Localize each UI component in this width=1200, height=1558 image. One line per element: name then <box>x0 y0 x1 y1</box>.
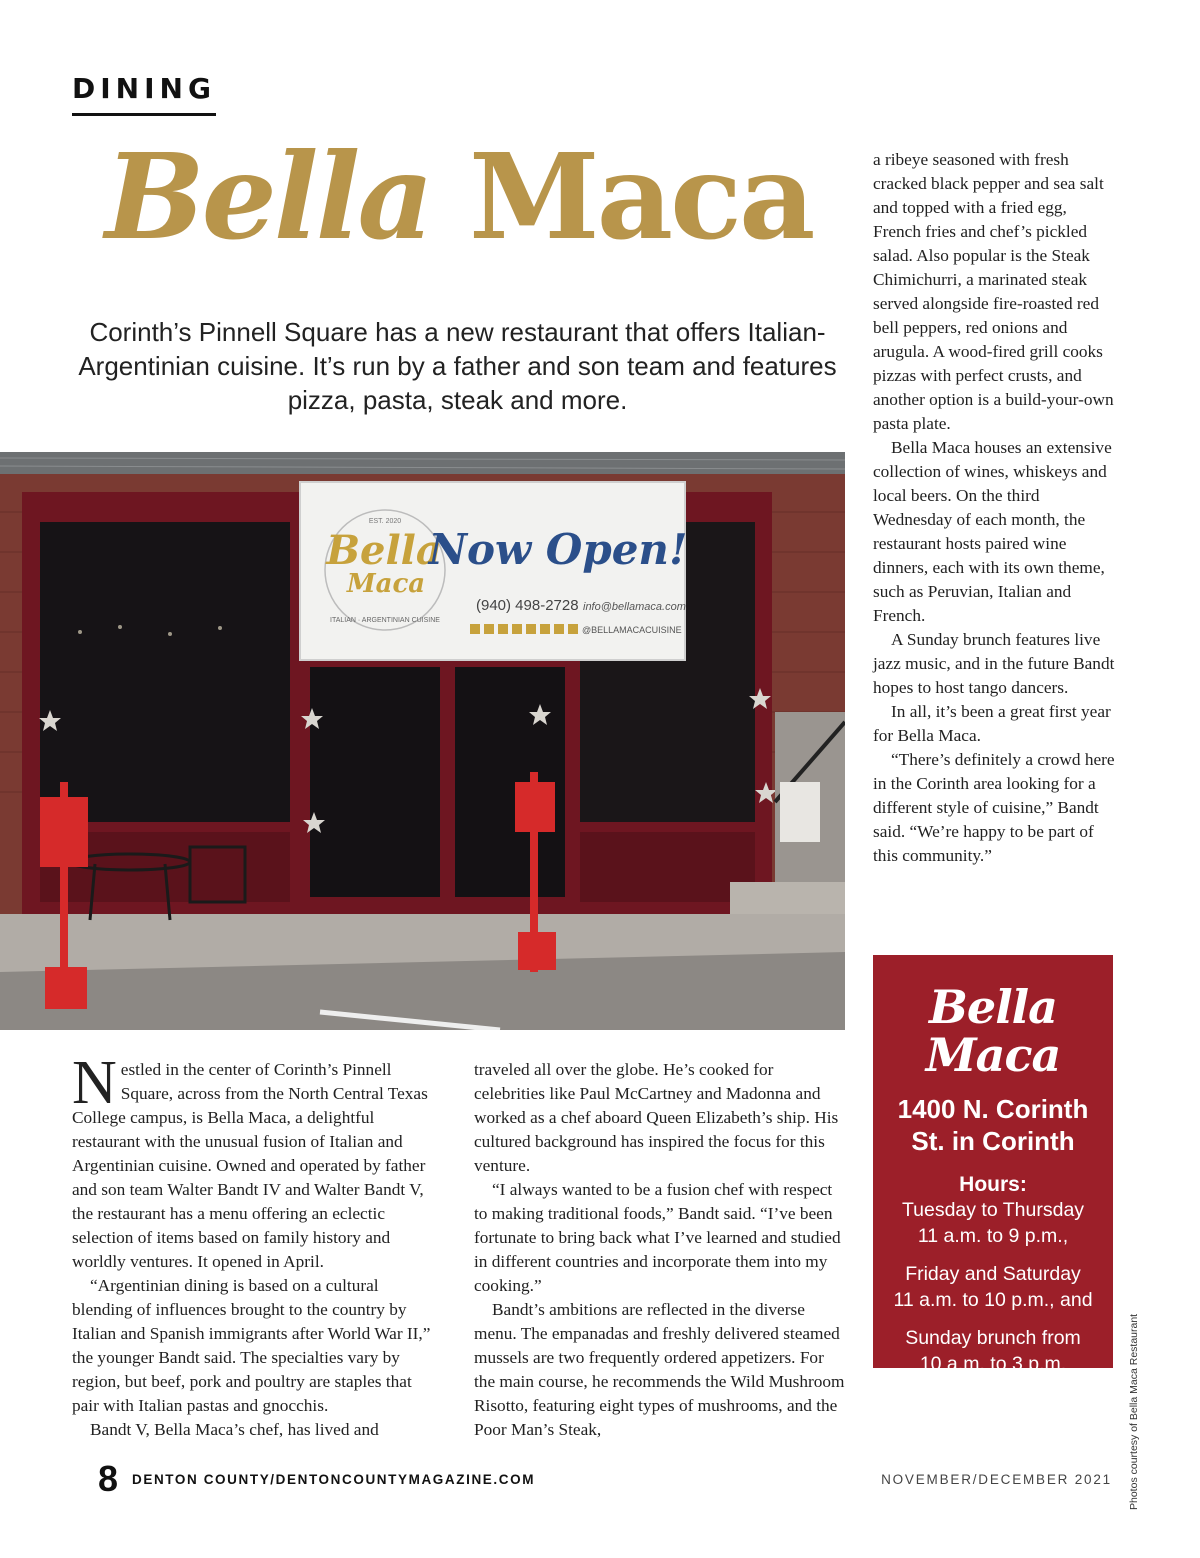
info-box-title: Bella Maca <box>925 980 1061 1082</box>
banner-logo-line-1: Bella <box>326 527 442 574</box>
banner-arc: ITALIAN · ARGENTINIAN CUISINE <box>330 617 440 624</box>
headline-word-2: Maca <box>469 127 813 266</box>
info-box-address: 1400 N. Corinth St. in Corinth <box>897 1094 1089 1156</box>
section-label: DINING <box>72 72 216 116</box>
hours-label: Hours: <box>959 1173 1027 1196</box>
headline-word-1: Bella <box>105 127 431 266</box>
headline <box>105 127 825 266</box>
article-paragraph: Bandt V, Bella Maca’s chef, has lived and <box>90 1420 379 1439</box>
footer-issue-date: NOVEMBER/DECEMBER 2021 <box>881 1472 1112 1487</box>
footer-publication: DENTON COUNTY/DENTONCOUNTYMAGAZINE.COM <box>132 1472 536 1487</box>
article-column-2 <box>474 1058 846 1442</box>
article-paragraph: “There’s definitely a crowd here in the Corinth area looking for a different style of cuisine,” Bandt said. “We’re happy to be part of this community.” <box>873 750 1115 865</box>
banner-social: @BELLAMACACUISINE <box>582 625 682 635</box>
article-paragraph: Nestled in the center of Corinth’s Pinnell Square, across from the North Central Texas College campus, is Bella Maca, a delightful restaurant with the unusual fusion of Italian and Argentinian cuisine. Owned and operated by father and son team Walter Bandt IV and Walter Bandt V, the restaurant has a menu offering an eclectic selection of items based on family history and worldly ventures. It opened in April. <box>72 1049 428 1271</box>
photo-credit: Photos courtesy of Bella Maca Restaurant <box>1128 1313 1140 1510</box>
article-paragraph: traveled all over the globe. He’s cooked for celebrities like Paul McCartney and Madonna and worked as a chef aboard Queen Elizabeth’s ship. His cultured background has inspired the focus for this venture. <box>474 1060 839 1175</box>
article-paragraph: “Argentinian dining is based on a cultural blending of influences brought to the country by Italian and Spanish immigrants after World War II,” the younger Bandt said. The specialties vary by region, but beef, pork and poultry are staples that pair with Italian pastas and gnocchis. <box>72 1276 431 1415</box>
article-column-1 <box>72 1049 442 1442</box>
article-paragraph: Bella Maca houses an extensive collection of wines, whiskeys and local beers. On the third Wednesday of each month, the restaurant hosts paired wine dinners, each with its own theme, such as Peruvian, Italian and French. <box>873 438 1112 625</box>
article-paragraph: A Sunday brunch features live jazz music, and in the future Bandt hopes to host tango dancers. <box>873 630 1115 697</box>
banner-est: EST. 2020 <box>368 518 402 525</box>
banner-headline: Now Open! <box>428 525 688 574</box>
article-paragraph: “I always wanted to be a fusion chef with respect to making traditional foods,” Bandt said. “I’ve been fortunate to bring back what I’ve learned and studied in different countries and incorporate them into my cooking.” <box>474 1180 841 1295</box>
website-link[interactable]: BellaMaca.com <box>902 1389 1084 1417</box>
info-box <box>873 955 1113 1417</box>
banner-email: info@bellamaca.com <box>583 601 686 613</box>
article-paragraph: Bandt’s ambitions are reflected in the diverse menu. The empanadas and freshly delivered steamed mussels are two frequently ordered appetizers. For the main course, he recommends the Wild Mushroom Risotto, featuring eight types of mushrooms, and the Poor Man’s Steak, <box>474 1300 845 1439</box>
storefront-illustration <box>0 452 845 1030</box>
article-paragraph: a ribeye seasoned with fresh cracked black pepper and sea salt and topped with a fried egg, French fries and chef’s pickled salad. Also popular is the Steak Chimichurri, a marinated steak served alongside fire-roasted red bell peppers, red onions and arugula. A wood-fired grill cooks pizzas with perfect crusts, and another option is a build-your-own pasta plate. <box>873 150 1114 433</box>
banner-phone: (940) 498-2728 <box>476 597 579 614</box>
article-column-3 <box>873 148 1118 868</box>
page-number: 8 <box>98 1458 119 1499</box>
drop-cap: N <box>72 1049 117 1117</box>
article-paragraph: In all, it’s been a great first year for Bella Maca. <box>873 702 1111 745</box>
subhead: Corinth’s Pinnell Square has a new restaurant that offers Italian-Argentinian cuisine. It’s run by a father and son team and features pizza, pasta, steak and more. <box>78 317 837 415</box>
storefront-photo <box>0 452 845 1030</box>
banner-logo-line-2: Maca <box>346 569 426 599</box>
hours-entry: Tuesday to Thursday 11 a.m. to 9 p.m., <box>901 1199 1085 1247</box>
hours-entry: Friday and Saturday 11 a.m. to 10 p.m., and <box>893 1263 1093 1311</box>
hours-entry: Sunday brunch from 10 a.m. to 3 p.m. <box>905 1327 1081 1375</box>
